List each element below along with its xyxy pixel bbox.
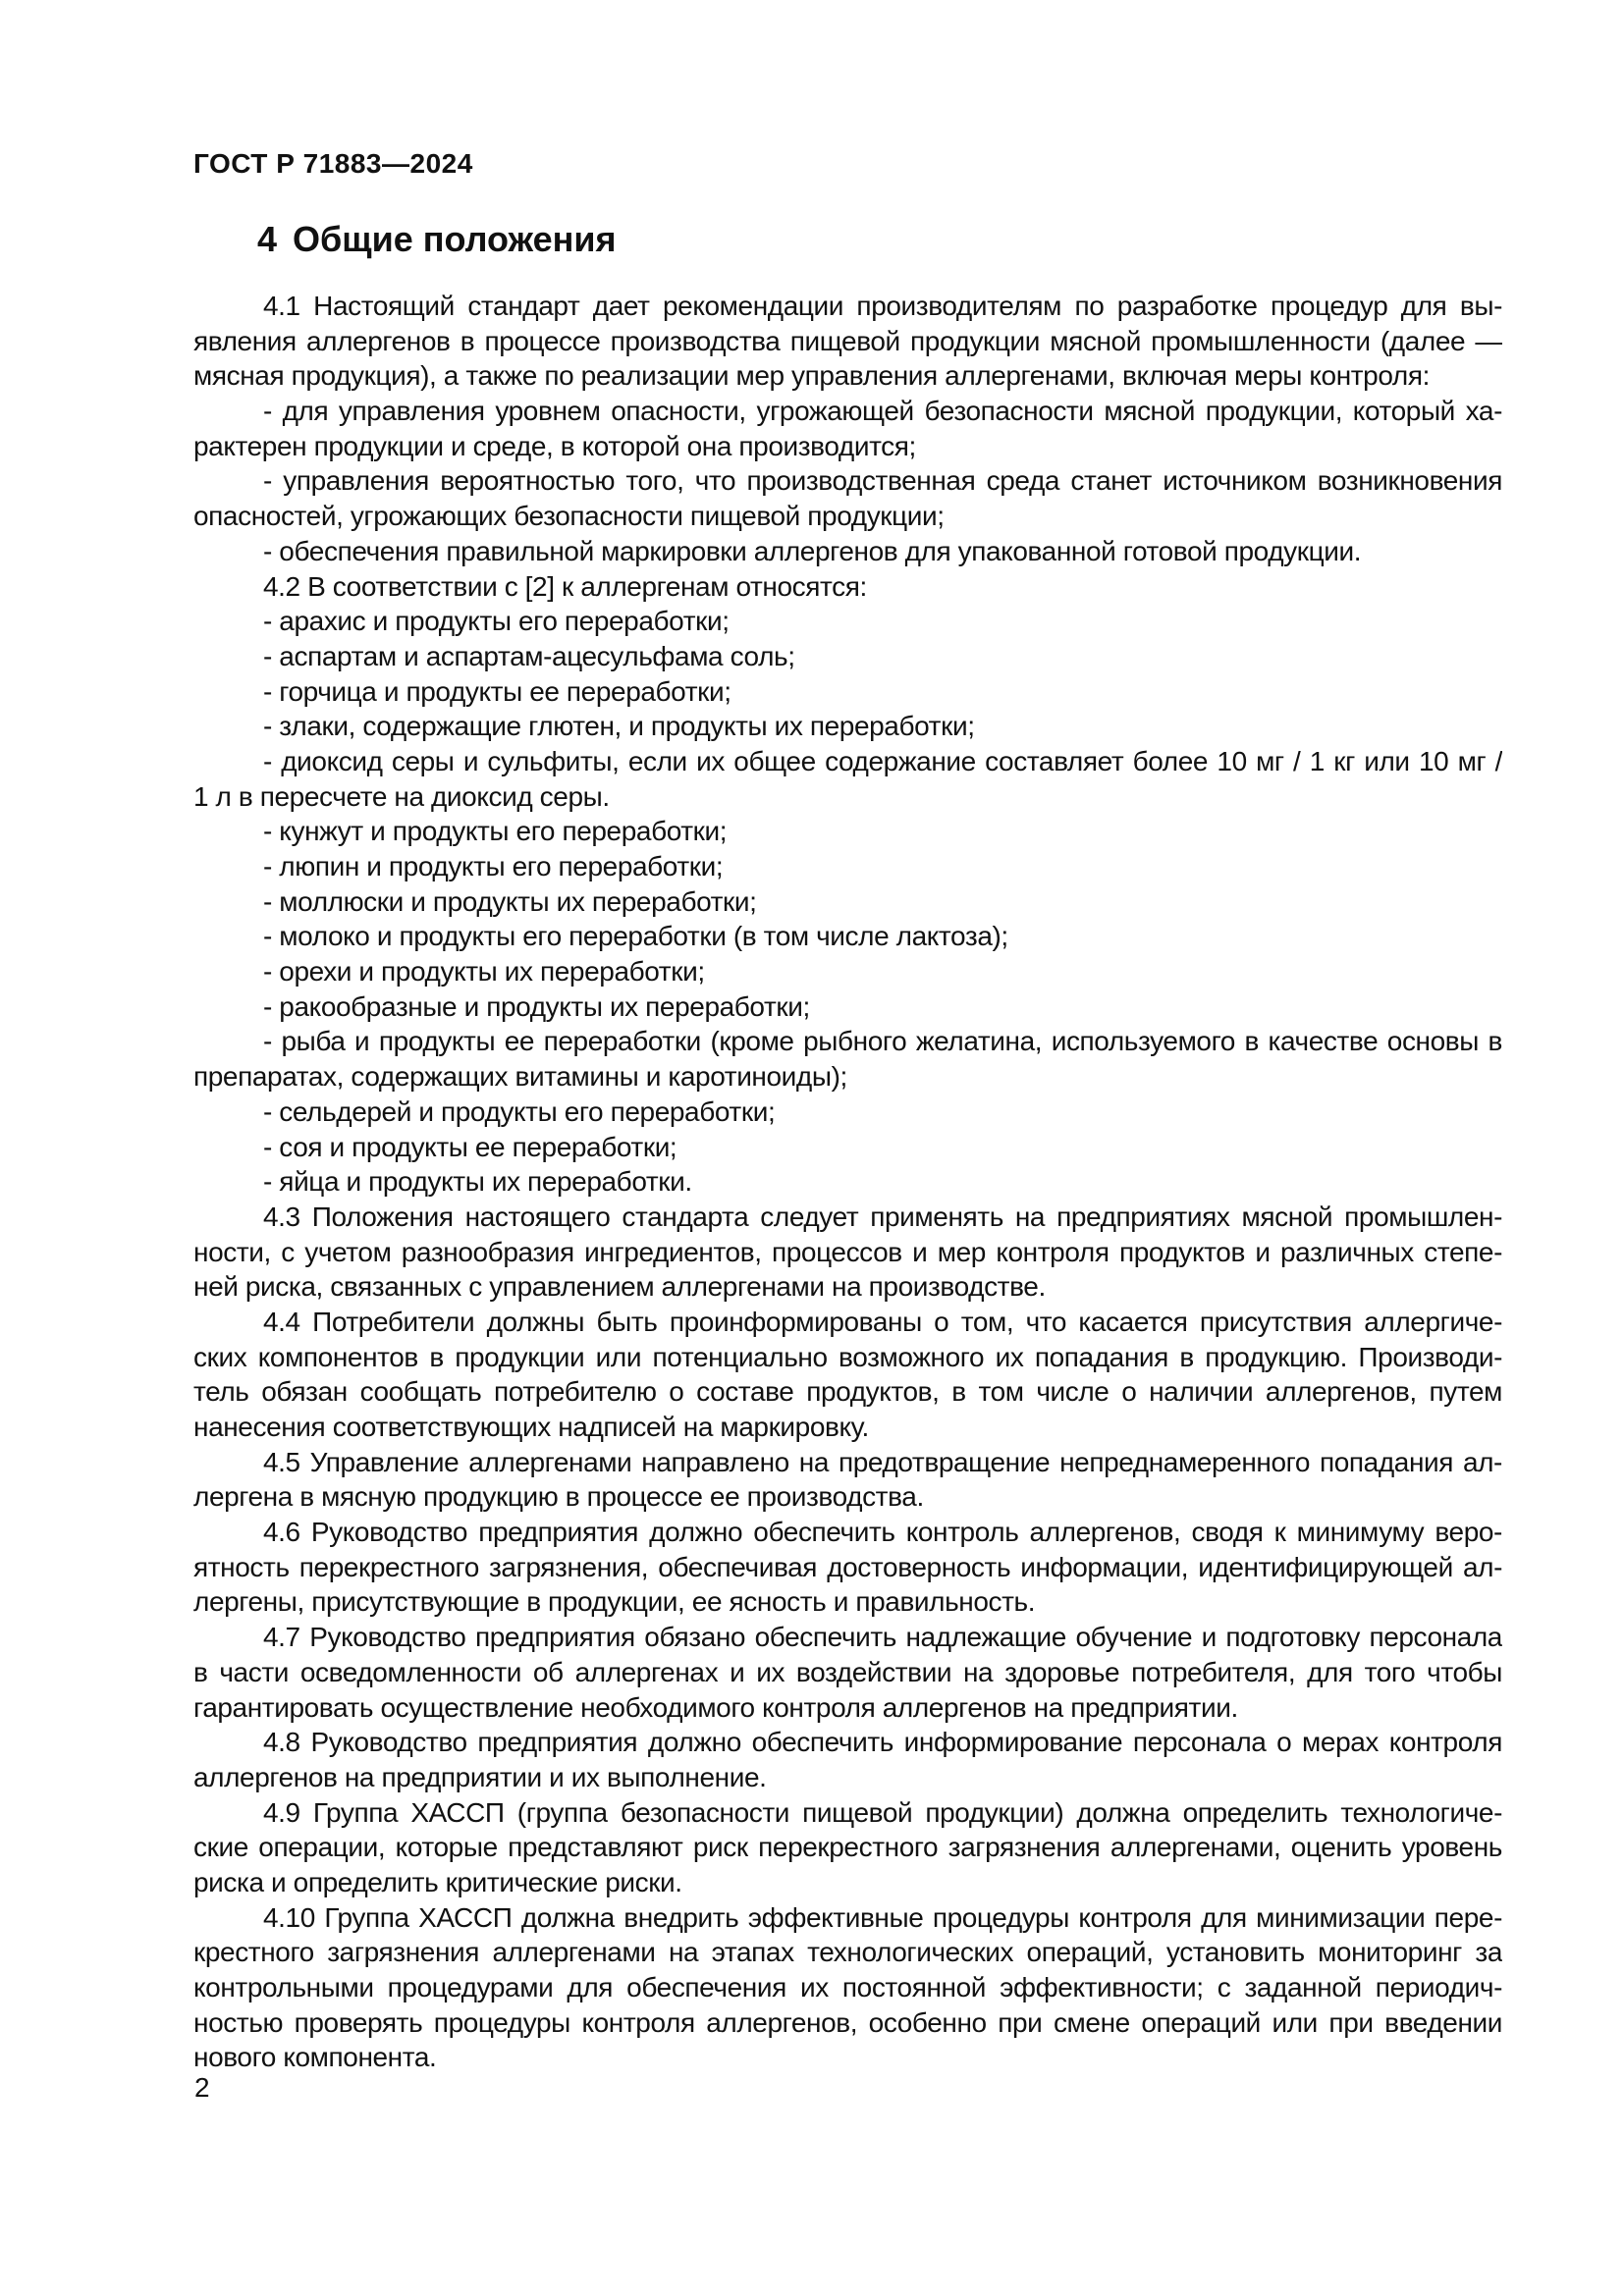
paragraph (193, 1200, 1502, 1305)
text-line: в части осведомленности об аллергенах и их воздействии на здоровье потребителя, для того чтобы (193, 1656, 1502, 1687)
paragraph (193, 1164, 1502, 1200)
text-line: ских компонентов в продукции или потенциально возможного их попадания в продукцию. Производи- (193, 1341, 1502, 1372)
text-line: аллергенов на предприятии и их выполнение. (193, 1761, 767, 1792)
paragraph (193, 1795, 1502, 1900)
paragraph (193, 604, 1502, 639)
text-line: 4.7 Руководство предприятия обязано обеспечить надлежащие обучение и подготовку персонала (263, 1622, 1502, 1653)
paragraph (193, 884, 1502, 920)
paragraph (193, 639, 1502, 674)
section-heading (257, 220, 617, 259)
text-line: ности, с учетом разнообразия ингредиентов, процессов и мер контроля продуктов и различных степе- (193, 1236, 1502, 1267)
paragraph (193, 534, 1502, 569)
text-line: 4.10 Группа ХАССП должна внедрить эффективные процедуры контроля для минимизации пере- (263, 1901, 1502, 1933)
paragraph (193, 394, 1502, 463)
paragraph (193, 744, 1502, 814)
text-line: 4.1 Настоящий стандарт дает рекомендации производителям по разработке процедур для вы- (263, 291, 1502, 321)
text-line: - молоко и продукты его переработки (в том числе лактоза); (263, 921, 1008, 952)
text-line: опасностей, угрожающих безопасности пищевой продукции; (193, 501, 945, 532)
text-line: - сельдерей и продукты его переработки; (263, 1095, 776, 1127)
text-line: явления аллергенов в процессе производства пищевой продукции мясной промышленности (далее — (193, 325, 1502, 356)
paragraph (193, 1725, 1502, 1794)
text-line: - кунжут и продукты его переработки; (263, 816, 728, 847)
section-title: Общие положения (293, 219, 617, 259)
text-line: гарантировать осуществление необходимого контроля аллергенов на предприятии. (193, 1691, 1238, 1723)
paragraph (193, 919, 1502, 954)
section-number: 4 (257, 219, 278, 259)
paragraph (193, 849, 1502, 884)
paragraph (193, 1445, 1502, 1515)
text-line: 4.5 Управление аллергенами направлено на предотвращение непреднамеренного попадания ал- (263, 1446, 1502, 1477)
text-line: 4.2 В соответствии с [2] к аллергенам относятся: (263, 570, 867, 602)
body-text (193, 289, 1502, 2075)
text-line: - диоксид серы и сульфиты, если их общее содержание составляет более 10 мг / 1 кг или 10 мг / (263, 745, 1502, 776)
text-line: нанесения соответствующих надписей на маркировку. (193, 1412, 869, 1442)
text-line: - соя и продукты ее переработки; (263, 1131, 677, 1162)
paragraph (193, 1095, 1502, 1130)
text-line: 4.9 Группа ХАССП (группа безопасности пищевой продукции) должна определить технологиче- (263, 1796, 1502, 1828)
paragraph (193, 1515, 1502, 1620)
text-line: ностью проверять процедуры контроля аллергенов, особенно при смене операций или при введении (193, 2006, 1502, 2038)
text-line: контрольными процедурами для обеспечения их постоянной эффективности; с заданной периодич- (193, 1972, 1502, 2002)
text-line: - орехи и продукты их переработки; (263, 956, 705, 988)
paragraph (193, 1130, 1502, 1165)
paragraph (193, 954, 1502, 989)
paragraph (193, 1620, 1502, 1725)
paragraph (193, 709, 1502, 744)
text-line: ятность перекрестного загрязнения, обеспечивая достоверность информации, идентифицирующей ал- (193, 1551, 1502, 1582)
text-line: лергена в мясную продукцию в процессе ее производства. (193, 1481, 924, 1513)
text-line: ней риска, связанных с управлением аллергенами на производстве. (193, 1271, 1046, 1303)
text-line: - обеспечения правильной маркировки аллергенов для упакованной готовой продукции. (263, 535, 1362, 566)
text-line: рактерен продукции и среде, в которой она производится; (193, 430, 916, 461)
text-line: 4.3 Положения настоящего стандарта следует применять на предприятиях мясной промышлен- (263, 1201, 1502, 1232)
text-line: 4.6 Руководство предприятия должно обеспечить контроль аллергенов, сводя к минимуму веро- (263, 1517, 1502, 1548)
paragraph (193, 674, 1502, 710)
text-line: - моллюски и продукты их переработки; (263, 885, 757, 917)
text-line: - ракообразные и продукты их переработки; (263, 990, 810, 1022)
text-line: - управления вероятностью того, что производственная среда станет источником возникновения (263, 465, 1502, 497)
document-number: ГОСТ Р 71883—2024 (193, 148, 473, 179)
text-line: - горчица и продукты ее переработки; (263, 675, 731, 707)
text-line: крестного загрязнения аллергенами на этапах технологических операций, установить мониторинг за (193, 1937, 1502, 1968)
paragraph (193, 1305, 1502, 1445)
text-line: - рыба и продукты ее переработки (кроме рыбного желатина, используемого в качестве основы в (263, 1026, 1502, 1057)
text-line: 1 л в пересчете на диоксид серы. (193, 780, 610, 812)
text-line: - яйца и продукты их переработки. (263, 1166, 692, 1198)
text-line: лергены, присутствующие в продукции, ее ясность и правильность. (193, 1586, 1036, 1618)
text-line: - люпин и продукты его переработки; (263, 851, 724, 881)
text-line: риска и определить критические риски. (193, 1866, 682, 1897)
paragraph (193, 989, 1502, 1025)
text-line: - злаки, содержащие глютен, и продукты их переработки; (263, 711, 975, 742)
paragraph (193, 289, 1502, 394)
text-line: тель обязан сообщать потребителю о составе продуктов, в том числе о наличии аллергенов, путем (193, 1376, 1502, 1408)
text-line: - аспартам и аспартам-ацесульфама соль; (263, 640, 795, 671)
paragraph (193, 1900, 1502, 2075)
text-line: нового компонента. (193, 2042, 437, 2073)
text-line: - арахис и продукты его переработки; (263, 606, 730, 637)
text-line: ские операции, которые представляют риск перекрестного загрязнения аллергенами, оценить уровень (193, 1832, 1502, 1863)
text-line: 4.8 Руководство предприятия должно обеспечить информирование персонала о мерах контроля (263, 1727, 1502, 1758)
text-line: мясная продукция), а также по реализации мер управления аллергенами, включая меры контроля: (193, 360, 1430, 392)
paragraph (193, 569, 1502, 605)
text-line: 4.4 Потребители должны быть проинформированы о том, что касается присутствия аллергиче- (263, 1306, 1502, 1337)
text-line: - для управления уровнем опасности, угрожающей безопасности мясной продукции, который ха- (263, 396, 1502, 427)
paragraph (193, 814, 1502, 849)
paragraph (193, 1024, 1502, 1094)
text-line: препаратах, содержащих витамины и каротиноиды); (193, 1061, 847, 1093)
paragraph (193, 463, 1502, 533)
page-number: 2 (194, 2072, 210, 2103)
